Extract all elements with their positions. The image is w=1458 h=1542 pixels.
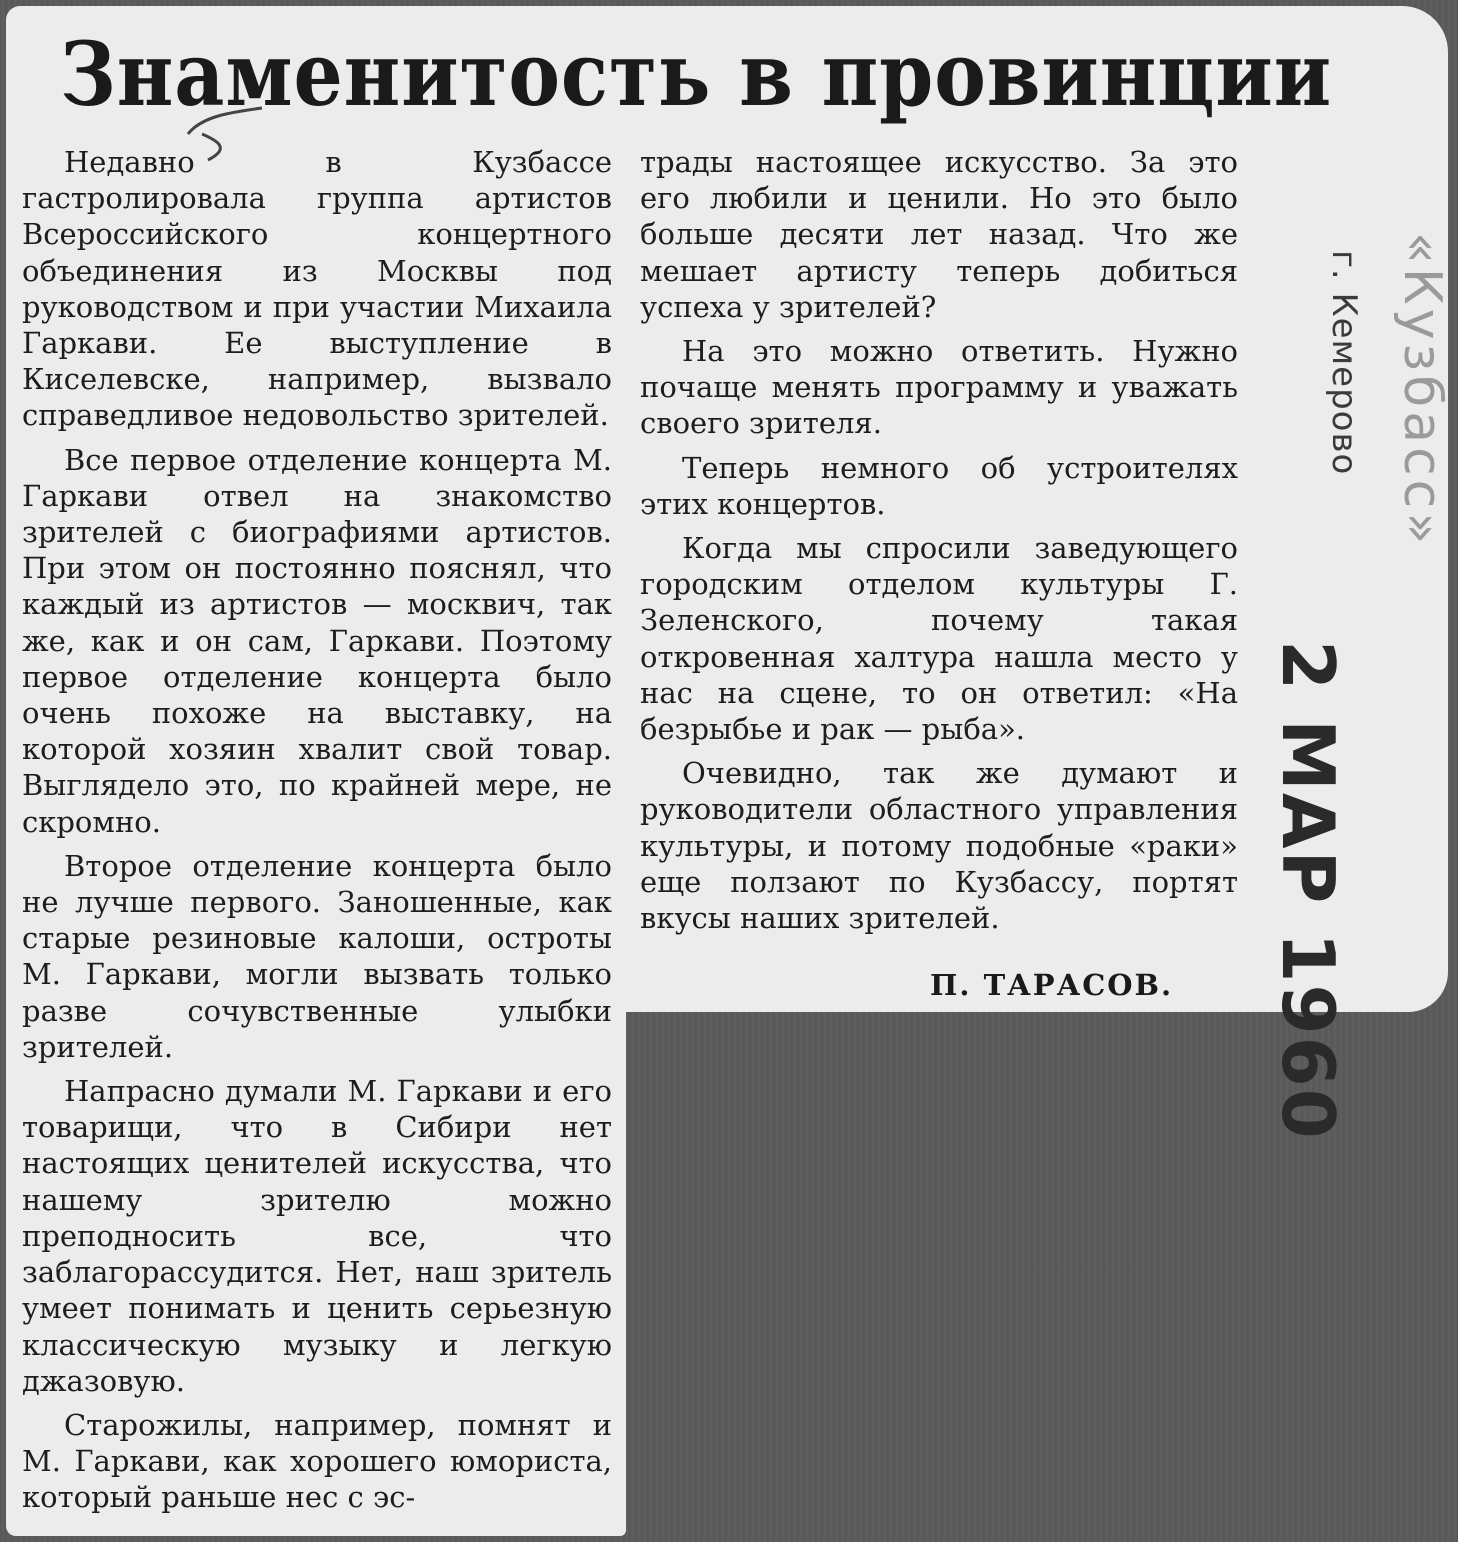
article-headline: Знаменитость в провинции [60, 22, 1333, 126]
stamp-date: 2 МАР 1960 [1266, 640, 1350, 1141]
stamp-city: г. Кемерово [1324, 250, 1364, 476]
stamp-newspaper-name: «Кузбасс» [1392, 232, 1452, 549]
author-signature: П. ТАРАСОВ. [930, 968, 1174, 1002]
article-paragraph: Очевидно, так же думают и руководители областного управления культуры, и потому подобные «раки» еще ползают по Кузбассу, портят вкусы наших зрителей. [640, 756, 1238, 936]
article-paragraph: Теперь немного об устроителях этих концертов. [640, 450, 1238, 521]
article-right-column [640, 144, 1238, 944]
article-paragraph: Напрасно думали М. Гаркави и его товарищи, что в Сибири нет настоящих ценителей искусства, что нашему зрителю можно преподносить все, что заблагорассудится. Нет, наш зритель умеет понимать и ценить серьезную классическую музыку и легкую джазовую. [22, 1074, 612, 1398]
article-paragraph: Недавно в Кузбассе гастролировала группа артистов Всероссийского концертного объединения из Москвы под руководством и при участии Михаила Гаркави. Ее выступление в Киселевске, например, вызвало справедливое недовольство зрителей. [22, 145, 612, 433]
article-paragraph: На это можно ответить. Нужно почаще менять программу и уважать своего зрителя. [640, 334, 1238, 441]
article-paragraph: Когда мы спросили заведующего городским отделом культуры Г. Зеленского, почему такая откровенная халтура нашла место у нас на сцене, то он ответил: «На безрыбье и рак — рыба». [640, 531, 1238, 747]
article-paragraph: Второе отделение концерта было не лучше первого. Заношенные, как старые резиновые калоши, остроты М. Гаркави, могли вызвать только разве сочувственные улыбки зрителей. [22, 848, 612, 1064]
article-paragraph: Все первое отделение концерта М. Гаркави отвел на знакомство зрителей с биографиями артистов. При этом он постоянно пояснял, что каждый из артистов — москвич, так же, как и он сам, Гаркави. Поэтому первое отделение концерта было очень похоже на выставку, на которой хозяин хвалит свой товар. Выглядело это, по крайней мере, не скромно. [22, 442, 612, 839]
article-left-column [22, 144, 612, 1524]
article-paragraph: трады настоящее искусство. За это его любили и ценили. Но это было больше десяти лет назад. Что же мешает артисту теперь добиться успеха у зрителей? [640, 145, 1238, 324]
article-paragraph: Старожилы, например, помнят и М. Гаркави, как хорошего юмориста, который раньше нес с эс- [22, 1407, 612, 1515]
